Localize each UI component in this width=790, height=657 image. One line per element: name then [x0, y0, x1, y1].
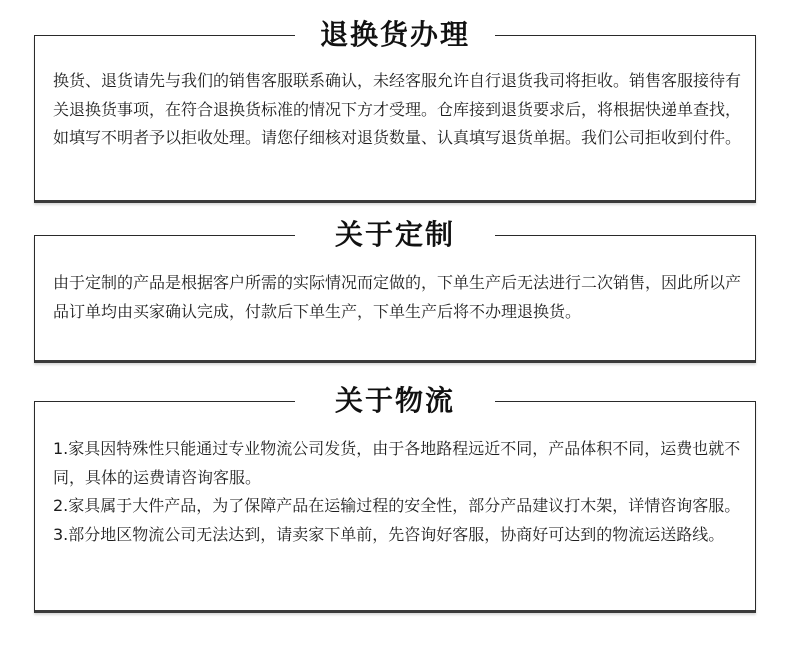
- returns-paragraph: 换货、退货请先与我们的销售客服联系确认，未经客服允许自行退货我司将拒收。销售客服接待有关退换货事项，在符合退换货标准的情况下方才受理。仓库接到退货要求后，将根据快递单查找，如填写不明者予以拒收处理。请您仔细核对退货数量、认真填写退货单据。我们公司拒收到付件。: [53, 71, 742, 147]
- custom-heading: 关于定制: [334, 218, 455, 251]
- logistics-section: [34, 384, 756, 613]
- logistics-item-3: 3.部分地区物流公司无法达到，请卖家下单前，先咨询好客服，协商好可达到的物流运送路线。: [53, 524, 725, 544]
- logistics-item-2: 2.家具属于大件产品，为了保障产品在运输过程的安全性，部分产品建议打木架，详情咨询客服。: [53, 496, 741, 515]
- returns-section: [34, 18, 756, 203]
- logistics-heading: 关于物流: [334, 384, 455, 417]
- custom-paragraph: 由于定制的产品是根据客户所需的实际情况而定做的，下单生产后无法进行二次销售，因此所以产品订单均由买家确认完成，付款后下单生产，下单生产后将不办理退换货。: [53, 273, 742, 321]
- logistics-body: [53, 435, 741, 549]
- custom-body: [53, 269, 741, 326]
- returns-body: [53, 67, 741, 153]
- returns-heading: 退换货办理: [319, 18, 470, 51]
- custom-section: [34, 218, 756, 363]
- logistics-item-1: 1.家具因特殊性只能通过专业物流公司发货，由于各地路程远近不同，产品体积不同，运费也就不同，具体的运费请咨询客服。: [53, 439, 741, 487]
